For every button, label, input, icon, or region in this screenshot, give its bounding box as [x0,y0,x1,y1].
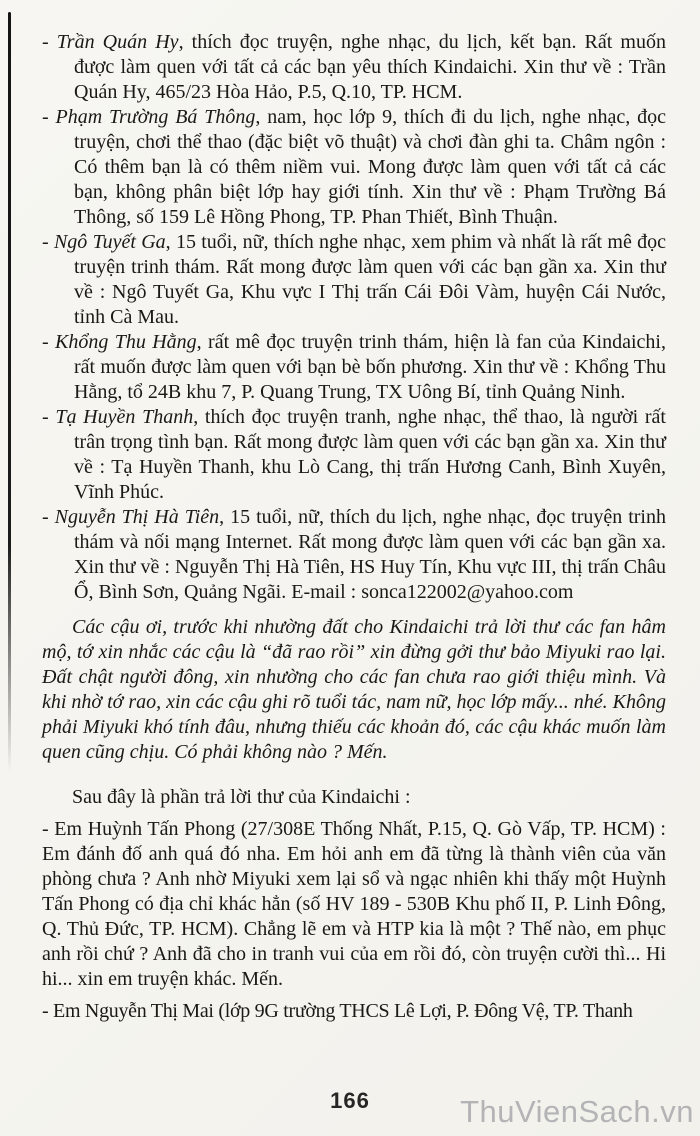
pen-pal-details: , rất mê đọc truyện trinh thám, hiện là fan của Kindaichi, rất muốn được làm quen với bạn bè bốn phương. Xin thư về : Khổng Thu Hằng, tổ 24B khu 7, P. Quang Trung, TX Uông Bí, tỉnh Quảng Ninh. [74,331,666,403]
pen-pal-list [42,30,666,605]
pen-pal-name: - Trần Quán Hy [42,31,179,53]
pen-pal-entry [42,330,666,405]
pen-pal-entry [42,105,666,230]
pen-pal-entry [42,30,666,105]
watermark: ThuVienSach.vn [460,1094,694,1129]
pen-pal-entry [42,405,666,505]
pen-pal-details: , 15 tuổi, nữ, thích nghe nhạc, xem phim và nhất là rất mê đọc truyện trinh thám. Rất mong được làm quen với các bạn gần xa. Xin thư về : Ngô Tuyết Ga, Khu vực I Thị trấn Cái Đôi Vàm, huyện Cái Nước, tỉnh Cà Mau. [74,231,666,328]
pen-pal-name: - Khổng Thu Hằng [42,331,197,353]
miyuki-note: Các cậu ơi, trước khi nhường đất cho Kindaichi trả lời thư các fan hâm mộ, tớ xin nhắc các cậu là “đã rao rồi” xin đừng gởi thư bảo Miyuki rao lại. Đất chật người đông, xin nhường cho các fan chưa rao giới thiệu mình. Và khi nhờ tớ rao, xin các cậu ghi rõ tuổi tác, nam nữ, học lớp mấy... nhé. Không phải Miyuki khó tính đâu, nhưng thiếu các khoản đó, các cậu khác muốn làm quen cũng chịu. Có phải không nào ? Mến. [42,616,666,763]
pen-pal-details: , thích đọc truyện tranh, nghe nhạc, thể thao, là người rất trân trọng tình bạn. Rất mong được làm quen với các bạn gần xa. Xin thư về : Tạ Huyền Thanh, khu Lò Cang, thị trấn Hương Canh, Bình Xuyên, Vĩnh Phúc. [74,406,666,503]
pen-pal-details: , 15 tuổi, nữ, thích du lịch, nghe nhạc, đọc truyện trinh thám và nối mạng Internet. Rất mong được làm quen với các bạn gần xa. Xin thư về : Nguyễn Thị Hà Tiên, HS Huy Tín, Khu vực III, thị trấn Châu Ổ, Bình Sơn, Quảng Ngãi. E-mail : sonca122002@yahoo.com [74,506,666,603]
page-number: 166 [330,1088,370,1113]
kindaichi-reply: - Em Huỳnh Tấn Phong (27/308E Thống Nhất, P.15, Q. Gò Vấp, TP. HCM) : Em đánh đố anh quá đó nha. Em hỏi anh em đã từng là thành viên của văn phòng chưa ? Anh nhờ Miyuki xem lại sổ và ngạc nhiên khi thấy một Huỳnh Tấn Phong có địa chỉ khác hẳn (số HV 189 - 530B Khu phố II, P. Linh Đông, Q. Thủ Đức, TP. HCM). Chẳng lẽ em và HTP kia là một ? Thế nào, em phục anh rồi chứ ? Anh đã cho in tranh vui của em rồi đó, còn truyện cười thì... Hi hi... xin em truyện khác. Mến. [42,818,666,990]
reply-section-intro: Sau đây là phần trả lời thư của Kindaichi : [72,786,411,808]
pen-pal-details: , thích đọc truyện, nghe nhạc, du lịch, kết bạn. Rất muốn được làm quen với tất cả các bạn yêu thích Kindaichi. Xin thư về : Trần Quán Hy, 465/23 Hòa Hảo, P.5, Q.10, TP. HCM. [74,31,666,103]
kindaichi-reply: - Em Nguyễn Thị Mai (lớp 9G trường THCS Lê Lợi, P. Đông Vệ, TP. Thanh [42,1000,633,1022]
pen-pal-entry [42,230,666,330]
pen-pal-entry [42,505,666,605]
pen-pal-name: - Tạ Huyền Thanh [42,406,194,428]
pen-pal-name: - Nguyễn Thị Hà Tiên [42,506,220,528]
pen-pal-details: , nam, học lớp 9, thích đi du lịch, nghe nhạc, đọc truyện, chơi thể thao (đặc biệt võ thuật) và chơi đàn ghi ta. Châm ngôn : Có thêm bạn là có thêm niềm vui. Mong được làm quen với tất cả các bạn, không phân biệt lớp hay giới tính. Xin thư về : Phạm Trường Bá Thông, số 159 Lê Hồng Phong, TP. Phan Thiết, Bình Thuận. [74,106,666,228]
pen-pal-name: - Ngô Tuyết Ga [42,231,166,253]
pen-pal-name: - Phạm Trường Bá Thông [42,106,256,128]
